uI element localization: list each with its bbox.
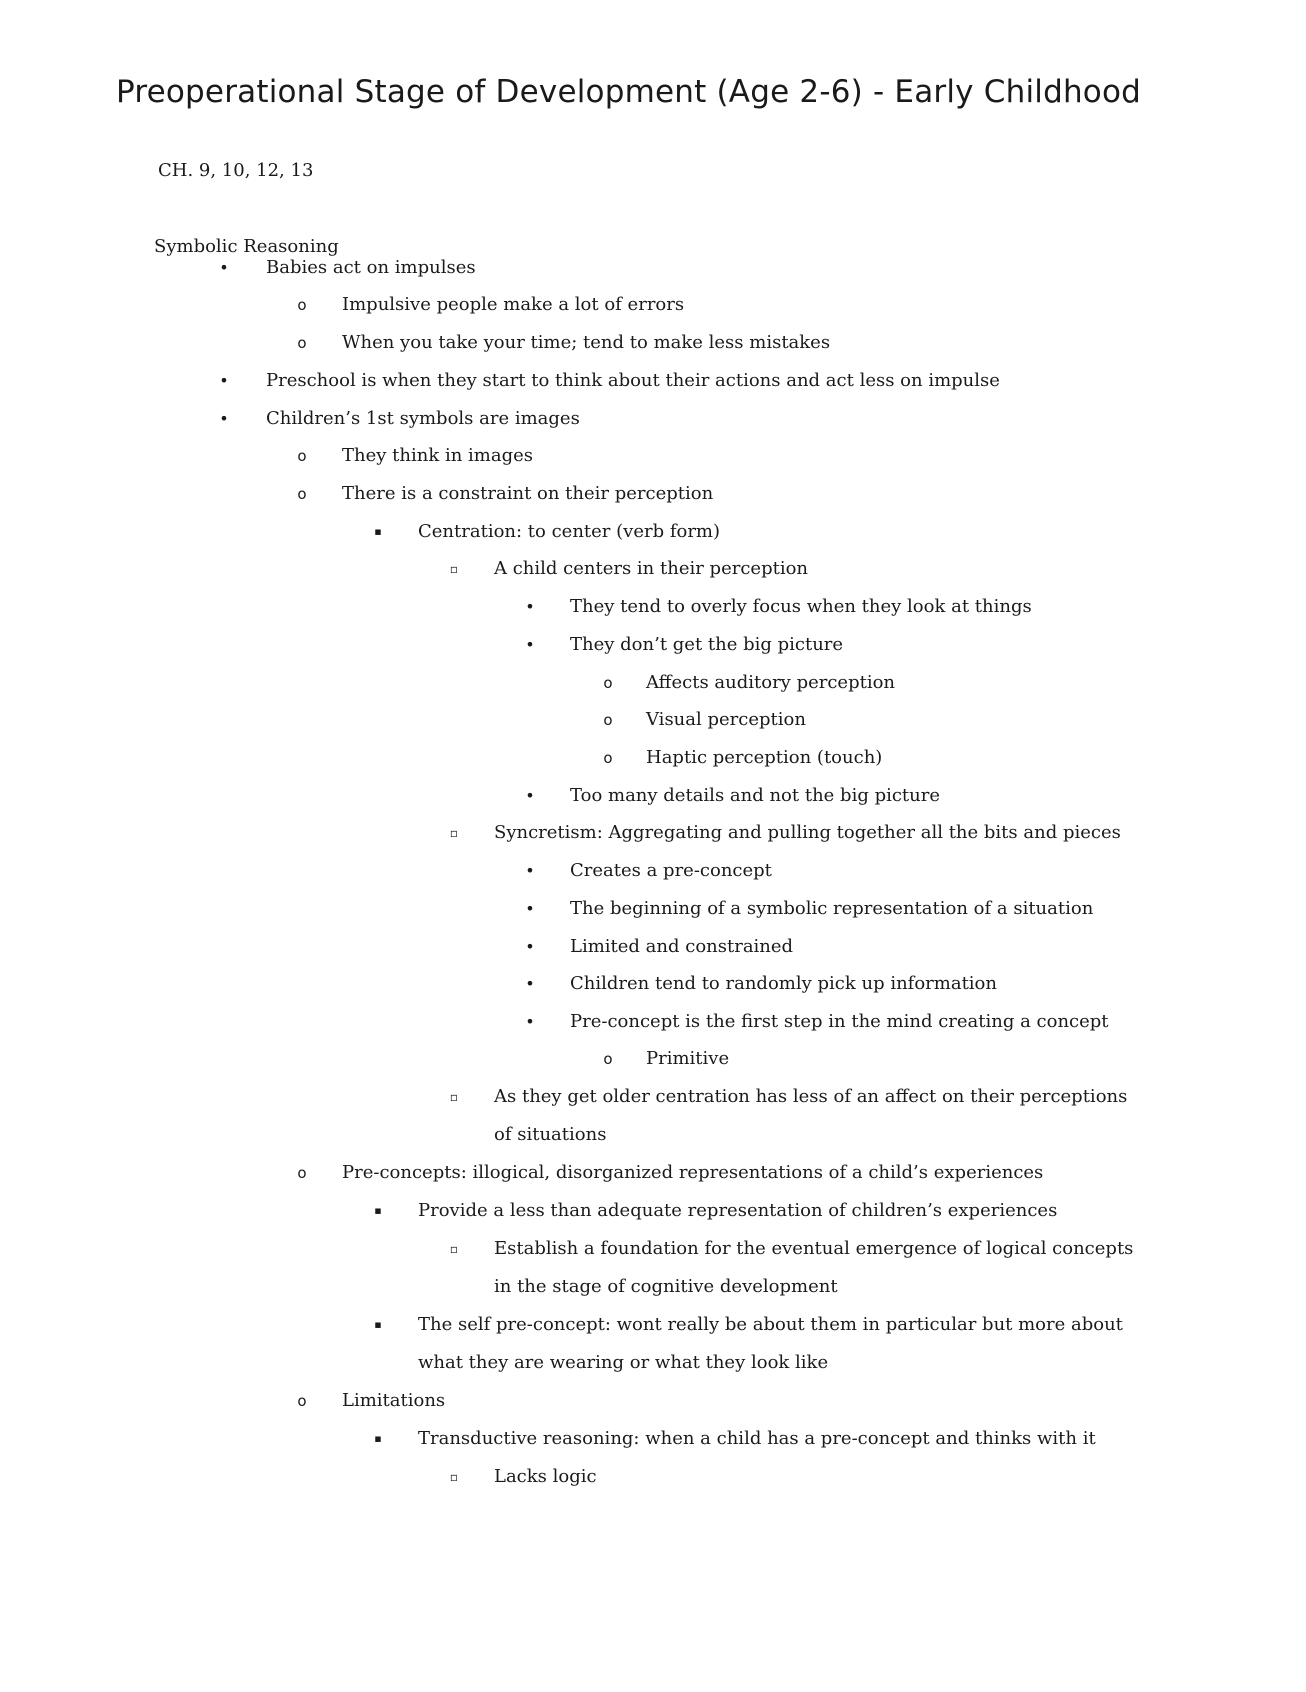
bullet-marker: • bbox=[525, 786, 535, 805]
outline-item-text: They tend to overly focus when they look at things bbox=[570, 596, 1032, 617]
outline-item bbox=[449, 1230, 1150, 1306]
outline-item-text: Children tend to randomly pick up information bbox=[570, 973, 997, 994]
outline-item-text: Primitive bbox=[646, 1048, 730, 1069]
outline-item-text: Preschool is when they start to think about their actions and act less on impulse bbox=[266, 370, 1000, 391]
outline-item bbox=[297, 324, 1150, 362]
outline-item bbox=[603, 739, 1150, 777]
outline-item bbox=[374, 1192, 1150, 1230]
bullet-marker: • bbox=[219, 258, 229, 277]
bullet-marker: • bbox=[525, 861, 535, 880]
outline-item-text: Lacks logic bbox=[494, 1466, 597, 1487]
section-heading: Symbolic Reasoning bbox=[154, 236, 339, 257]
outline-item bbox=[219, 400, 1150, 438]
outline-item bbox=[525, 965, 1150, 1003]
outline-item-text: Limited and constrained bbox=[570, 936, 794, 957]
outline-item bbox=[374, 513, 1150, 551]
outline-item bbox=[525, 890, 1150, 928]
outline-item bbox=[449, 1078, 1150, 1154]
outline-item-text: There is a constraint on their perception bbox=[342, 483, 714, 504]
bullet-marker: ▪ bbox=[374, 1318, 382, 1331]
bullet-marker: o bbox=[297, 296, 307, 314]
outline-item-text: Pre-concept is the first step in the mind creating a concept bbox=[570, 1011, 1109, 1032]
outline-item-text: Babies act on impulses bbox=[266, 257, 476, 278]
outline-item-text: Syncretism: Aggregating and pulling together all the bits and pieces bbox=[494, 822, 1121, 843]
outline-item bbox=[297, 475, 1150, 513]
page-title: Preoperational Stage of Development (Age 2-6) - Early Childhood bbox=[116, 74, 1142, 110]
outline-item-text: Creates a pre-concept bbox=[570, 860, 772, 881]
outline-item bbox=[219, 249, 1150, 287]
outline-item-text: Limitations bbox=[342, 1390, 446, 1411]
bullet-marker: • bbox=[525, 937, 535, 956]
bullet-marker: • bbox=[525, 1012, 535, 1031]
outline-item bbox=[525, 588, 1150, 626]
outline-item bbox=[449, 1458, 1150, 1496]
outline-item bbox=[219, 362, 1150, 400]
bullet-marker: ▪ bbox=[374, 1204, 382, 1217]
outline-item-text: Transductive reasoning: when a child has a pre-concept and thinks with it bbox=[418, 1428, 1096, 1449]
outline-item bbox=[374, 1306, 1150, 1382]
bullet-marker: • bbox=[525, 899, 535, 918]
outline-item bbox=[525, 852, 1150, 890]
bullet-marker: o bbox=[297, 334, 307, 352]
bullet-marker: o bbox=[603, 674, 613, 692]
outline-item-text: They think in images bbox=[342, 445, 533, 466]
outline-item bbox=[297, 1382, 1150, 1420]
outline-item bbox=[297, 286, 1150, 324]
outline-item-text: Impulsive people make a lot of errors bbox=[342, 294, 685, 315]
bullet-marker: • bbox=[525, 597, 535, 616]
outline-item bbox=[449, 550, 1150, 588]
outline-item-text: They don’t get the big picture bbox=[570, 634, 844, 655]
bullet-marker: o bbox=[297, 485, 307, 503]
outline-item-text: Haptic perception (touch) bbox=[646, 747, 883, 768]
bullet-marker: o bbox=[297, 447, 307, 465]
bullet-marker: ▪ bbox=[374, 525, 382, 538]
bullet-marker: ▫ bbox=[449, 826, 459, 840]
outline-item bbox=[297, 1154, 1150, 1192]
bullet-marker: • bbox=[219, 409, 229, 428]
outline-item-text: Visual perception bbox=[646, 709, 806, 730]
bullet-marker: ▫ bbox=[449, 562, 459, 576]
outline-item-text: As they get older centration has less of an affect on their perceptions of situations bbox=[494, 1086, 1128, 1145]
outline-item-text: When you take your time; tend to make less mistakes bbox=[342, 332, 831, 353]
bullet-marker: ▫ bbox=[449, 1242, 459, 1256]
outline-item bbox=[525, 777, 1150, 815]
outline-item bbox=[525, 928, 1150, 966]
outline-item-text: Affects auditory perception bbox=[646, 672, 896, 693]
outline-item bbox=[525, 626, 1150, 664]
outline-item bbox=[525, 1003, 1150, 1041]
bullet-marker: • bbox=[525, 635, 535, 654]
bullet-marker: o bbox=[603, 749, 613, 767]
bullet-marker: • bbox=[219, 371, 229, 390]
bullet-marker: • bbox=[525, 974, 535, 993]
outline-item-text: Provide a less than adequate representation of children’s experiences bbox=[418, 1200, 1058, 1221]
bullet-marker: o bbox=[297, 1164, 307, 1182]
outline-item-text: Centration: to center (verb form) bbox=[418, 521, 721, 542]
chapter-list: CH. 9, 10, 12, 13 bbox=[158, 160, 314, 181]
outline-item-text: Children’s 1st symbols are images bbox=[266, 408, 580, 429]
outline-item-text: Pre-concepts: illogical, disorganized representations of a child’s experiences bbox=[342, 1162, 1044, 1183]
outline-item-text: Establish a foundation for the eventual emergence of logical concepts in the stage of cognitive development bbox=[494, 1238, 1134, 1297]
outline-item-text: The self pre-concept: wont really be about them in particular but more about what they are wearing or what they look like bbox=[418, 1314, 1123, 1373]
outline-item-text: The beginning of a symbolic representation of a situation bbox=[570, 898, 1094, 919]
bullet-marker: o bbox=[297, 1392, 307, 1410]
bullet-marker: o bbox=[603, 711, 613, 729]
outline-item bbox=[603, 1040, 1150, 1078]
outline-item bbox=[297, 437, 1150, 475]
outline-item-text: A child centers in their perception bbox=[494, 558, 809, 579]
outline-item bbox=[374, 1420, 1150, 1458]
outline-item bbox=[449, 814, 1150, 852]
outline-item bbox=[603, 701, 1150, 739]
outline-item-text: Too many details and not the big picture bbox=[570, 785, 941, 806]
bullet-marker: ▫ bbox=[449, 1090, 459, 1104]
bullet-marker: ▪ bbox=[374, 1432, 382, 1445]
bullet-marker: ▫ bbox=[449, 1470, 459, 1484]
outline-item bbox=[603, 664, 1150, 702]
bullet-marker: o bbox=[603, 1050, 613, 1068]
